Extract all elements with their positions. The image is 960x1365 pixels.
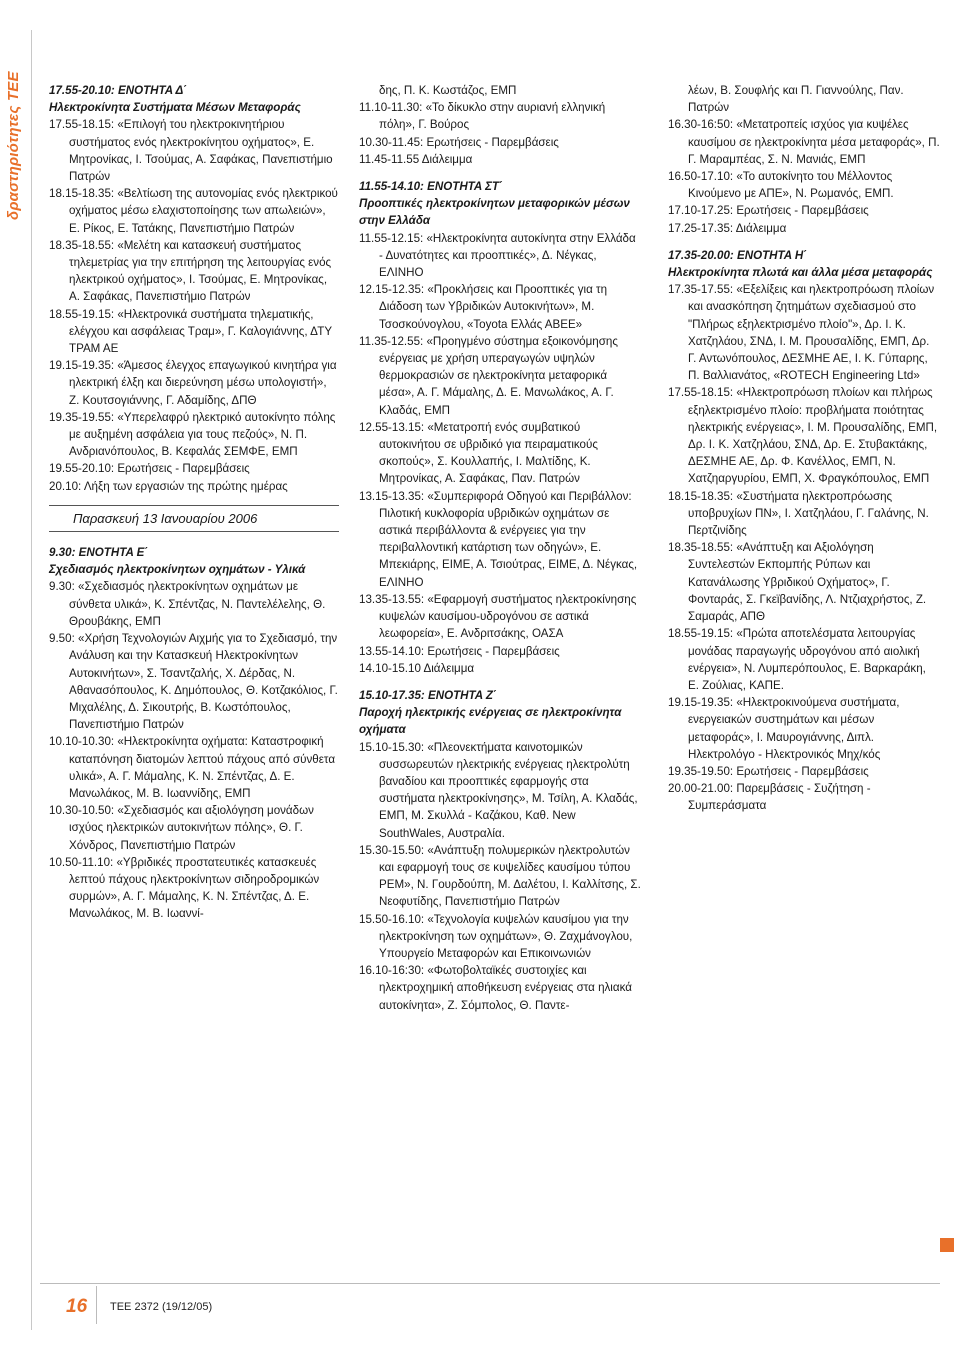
- session-heading: 17.35-20.00: ΕΝΟΤΗΤΑ Η΄: [668, 248, 808, 262]
- program-entry: 17.10-17.25: Ερωτήσεις - Παρεμβάσεις: [668, 204, 869, 218]
- program-entry: δης, Π. Κ. Κωστάζος, ΕΜΠ: [379, 84, 517, 97]
- session-heading: Ηλεκτροκίνητα πλωτά και άλλα μέσα μεταφοράς: [668, 266, 933, 280]
- program-entry: 17.25-17.35: Διάλειμμα: [668, 221, 787, 235]
- program-entry: 18.15-18.35: «Βελτίωση της αυτονομίας ενός ηλεκτρικού οχήματος μέσω ελαχιστοποίησης των απωλειών», Ε. Ρίκος, Ε. Τατάκης, Πανεπιστήμιο Πατρών: [49, 187, 338, 235]
- program-entry: 15.10-15.30: «Πλεονεκτήματα καινοτομικών συσσωρευτών ηλεκτρικής ενέργειας ηλεκτρολύτη βαναδίου και προοπτικές εφαρμογής στα συστήματα ηλεκτροκίνησης», Μ. Τσίλη, Α. Κλαδάς, ΕΜΠ, Μ. Σκυλλά - Καζάκου, Καθ. New SouthWales, Αυστραλία.: [359, 740, 638, 840]
- program-entry: 14.10-15.10 Διάλειμμα: [359, 661, 475, 675]
- program-entry: 17.55-18.15: «Ηλεκτροπρόωση πλοίων και πλήρως εξηλεκτρισμένο πλοίο: προβλήματα ποιότητας ηλεκτρικής ενέργειας», Ι. Μ. Προυσαλίδης, ΕΜΠ, Δρ. Ι. Κ. Χατζηλάου, ΣΝΔ, Δρ. Ε. Στυβακτάκης, ΔΕΣΜΗΕ ΑΕ, Δρ. Φ. Κανέλλος, ΕΜΠ, Ν. Χατζηαργυρίου, ΕΜΠ, Χ. Φραγκόπουλος, ΕΜΠ: [668, 386, 938, 486]
- footer-divider: [40, 1283, 940, 1284]
- program-entry: 9.50: «Χρήση Τεχνολογιών Αιχμής για το Σχεδιασμό, την Ανάλυση και την Κατασκευή Ηλεκτροκίνητων Αυτοκινήτων», Σ. Τσαντζαλής, Χ. Δέρδας, Ν. Αθανασόπουλος, Κ. Δημόπουλος, Θ. Κοτζακόλιος, Γ. Μιχαλέλης, Δ. Σικουτρής, Β. Κωστόπουλος, Πανεπιστήμιο Πατρών: [49, 632, 338, 732]
- program-entry: 16.30-16:50: «Μετατροπείς ισχύος για κυψέλες καυσίμου σε ηλεκτροκίνητα μέσα μεταφοράς», Π. Γ. Μαραμπέας, Σ. Ν. Μανιάς, ΕΜΠ: [668, 118, 940, 166]
- program-entry: 11.10-11.30: «Το δίκυκλο στην αυριανή ελληνική πόλη», Γ. Βούρος: [359, 101, 606, 132]
- program-entry: 11.45-11.55 Διάλειμμα: [359, 152, 473, 166]
- program-entry: λέων, Β. Σουφλής και Π. Γιαννούλης, Παν. Πατρών: [688, 84, 904, 115]
- program-entry: 13.15-13.35: «Συμπεριφορά Οδηγού και Περιβάλλον: Πιλοτική κυκλοφορία υβριδικών οχημάτων σε αστικά περιβάλλοντα & ενέργειες για την περιβαλλοντική κατάρτιση των οδηγών», Ε. Μπεκιάρης, ΕΙΜΕ, Α. Τσιούτρας, ΕΙΜΕ, Δ. Νέγκας, ΕΛΙΝΗΟ: [359, 489, 638, 589]
- program-entry: 12.15-12.35: «Προκλήσεις και Προοπτικές για τη Διάδοση των Υβριδικών Αυτοκινήτων», Μ. Τσοσκούνογλου, «Toyota Ελλάς ΑΒΕΕ»: [359, 283, 608, 331]
- session-heading: 15.10-17.35: ΕΝΟΤΗΤΑ Ζ΄: [359, 688, 497, 702]
- session-heading: Ηλεκτροκίνητα Συστήματα Μέσων Μεταφοράς: [49, 101, 301, 115]
- session-heading: 9.30: ΕΝΟΤΗΤΑ Ε΄: [49, 546, 149, 560]
- sidebar-divider: [31, 30, 32, 1330]
- section-label: δραστηριότητες ΤΕΕ: [5, 71, 22, 220]
- program-entry: 18.55-19.15: «Ηλεκτρονικά συστήματα τηλεματικής, ελέγχου και ασφάλειας Τραμ», Γ. Καλογιάννης, ΔΤΥ ΤΡΑΜ ΑΕ: [49, 307, 332, 356]
- program-entry: 10.10-10.30: «Ηλεκτροκίνητα οχήματα: Καταστροφική καταπόνηση διατομών λεπτού πάχους από σύνθετα υλικά», Α. Γ. Μάμαλης, Κ. Ν. Σπέντζας, Δ. Ε. Μανωλάκος, Μ. Β. Ιωαννίδης, ΕΜΠ: [49, 735, 336, 800]
- program-entry: 10.50-11.10: «Υβριδικές προστατευτικές κατασκευές λεπτού πάχους ηλεκτροκίνητων σιδηροδρομικών συρμών», Α. Γ. Μάμαλης, Κ. Ν. Σπέντζας, Δ. Ε. Μανωλάκος, Μ. Β. Ιωαννί-: [49, 855, 320, 921]
- program-entry: 19.35-19.55: «Υπερελαφρύ ηλεκτρικό αυτοκίνητο πόλης με αυξημένη ασφάλεια για τους πεζούς», Ν. Π. Ανδριανόπουλος, Β. Κεφαλάς ΣΕΜΦΕ, ΕΜΠ: [49, 410, 336, 459]
- session-heading: 17.55-20.10: ΕΝΟΤΗΤΑ Δ΄: [49, 84, 188, 97]
- column-1: [49, 82, 339, 923]
- session-heading: 11.55-14.10: ΕΝΟΤΗΤΑ ΣΤ΄: [359, 180, 503, 194]
- sidebar: [0, 0, 33, 1365]
- program-entry: 9.30: «Σχεδιασμός ηλεκτροκίνητων οχημάτων με σύνθετα υλικά», Κ. Σπέντζας, Ν. Παντελέλελης, Θ. Θρουβάκης, ΕΜΠ: [49, 580, 326, 628]
- column-2: [359, 82, 642, 1014]
- program-entry: 13.55-14.10: Ερωτήσεις - Παρεμβάσεις: [359, 644, 560, 658]
- program-entry: 12.55-13.15: «Μετατροπή ενός συμβατικού αυτοκινήτου σε υβριδικό για πειραματικούς σκοπούς», Σ. Κουλλαπής, Ι. Μαλτίδης, Κ. Μητρονίκας, Α. Σαφάκας, Παν. Πατρών: [359, 420, 598, 486]
- program-entry: 19.55-20.10: Ερωτήσεις - Παρεμβάσεις: [49, 462, 250, 476]
- program-entry: 19.35-19.50: Ερωτήσεις - Παρεμβάσεις: [668, 764, 869, 778]
- program-entry: 15.50-16.10: «Τεχνολογία κυψελών καυσίμου για την ηλεκτροκίνηση των οχημάτων», Θ. Ζαχμάνογλου, Υπουργείο Μεταφορών και Επικοινωνιών: [359, 912, 633, 960]
- program-entry: 10.30-11.45: Ερωτήσεις - Παρεμβάσεις: [359, 135, 559, 149]
- program-entry: 16.10-16:30: «Φωτοβολταϊκές συστοιχίες και ηλεκτροχημική αποθήκευση ενέργειας στα ηλιακά αυτοκίνητα», Ζ. Σόμπολος, Θ. Παντε-: [359, 964, 632, 1012]
- program-entry: 18.35-18.55: «Ανάπτυξη και Αξιολόγηση Συντελεστών Εκπομπής Ρύπων και Κατανάλωσης Υβριδικού Οχήματος», Γ. Φονταράς, Σ. Γκεϊβανίδης, Λ. Ντζιαχρήστος, Ζ. Σαμαράς, ΑΠΘ: [668, 541, 927, 624]
- program-entry: 17.55-18.15: «Επιλογή του ηλεκτροκινητήριου συστήματος ενός ηλεκτροκίνητου οχήματος», Ε. Μητρονίκας, Ι. Τσούμας, Α. Σαφάκας, Πανεπιστήμιο Πατρών: [49, 118, 333, 184]
- footer-vertical-divider: [96, 1286, 97, 1324]
- program-entry: 18.15-18.35: «Συστήματα ηλεκτροπρόωσης υποβρυχίων ΠΝ», Ι. Χατζηλάου, Γ. Γαλάνης, Ν. Περτζινίδης: [668, 489, 929, 538]
- day-heading: Παρασκευή 13 Ιανουαρίου 2006: [49, 505, 339, 532]
- program-entry: 18.55-19.15: «Πρώτα αποτελέσματα λειτουργίας μονάδας παραγωγής υδρογόνου από αιολική ενέργεια», Ν. Λυμπερόπουλος, Ε. Βαρκαράκη, Ε. Ζούλιας, ΚΑΠΕ.: [668, 627, 926, 692]
- program-entry: 16.50-17.10: «Το αυτοκίνητο του Μέλλοντος Κινούμενο με ΑΠΕ», Ν. Ρωμανός, ΕΜΠ.: [668, 170, 894, 201]
- section-label-vertical: [2, 40, 32, 220]
- end-mark-icon: [940, 1238, 954, 1252]
- session-heading: Σχεδιασμός ηλεκτροκίνητων οχημάτων - Υλικά: [49, 563, 306, 577]
- page-number: 16: [66, 1296, 88, 1317]
- program-entry: 15.30-15.50: «Ανάπτυξη πολυμερικών ηλεκτρολυτών και εφαρμογή τους σε κυψελίδες καυσίμου τύπου PEM», Ν. Γουρδούπη, Μ. Δαλέτου, Ι. Καλλίτσης, Σ. Νεοφυτίδης, Πανεπιστήμιο Πατρών: [359, 843, 641, 909]
- session-heading: Παροχή ηλεκτρικής ενέργειας σε ηλεκτροκίνητα οχήματα: [359, 706, 622, 737]
- program-entry: 13.35-13.55: «Εφαρμογή συστήματος ηλεκτροκίνησης κυψελών καυσίμου-υδρογόνου σε αστικά λεωφορεία», Ε. Ανδριτσάκης, ΟΑΣΑ: [359, 592, 637, 641]
- program-entry: 20.10: Λήξη των εργασιών της πρώτης ημέρας: [49, 479, 288, 493]
- session-heading: Προοπτικές ηλεκτροκίνητων μεταφορικών μέσων στην Ελλάδα: [359, 197, 630, 228]
- program-entry: 20.00-21.00: Παρεμβάσεις - Συζήτηση - Συμπεράσματα: [668, 782, 871, 813]
- program-entry: 19.15-19.35: «Άμεσος έλεγχος επαγωγικού κινητήρα για ηλεκτρική έλξη και διερεύνηση μέσω υπολογιστή», Ζ. Κουτσογιάννης, Γ. Αδαμίδης, ΔΠΘ: [49, 359, 337, 407]
- program-entry: 18.35-18.55: «Μελέτη και κατασκευή συστήματος τηλεμετρίας για την επιτήρηση της λειτουργίας ενός ηλεκτρικού οχήματος», Ι. Τσούμας, Ε. Μητρονίκας, Α. Σαφάκας, Πανεπιστήμιο Πατρών: [49, 238, 332, 304]
- program-entry: 11.55-12.15: «Ηλεκτροκίνητα αυτοκίνητα στην Ελλάδα - Δυνατότητες και προοπτικές», Δ. Νέγκας, ΕΛΙΝΗΟ: [359, 231, 636, 280]
- program-entry: 10.30-10.50: «Σχεδιασμός και αξιολόγηση μονάδων ισχύος ηλεκτρικών αυτοκινήτων πόλης», Θ. Γ. Χόνδρος, Πανεπιστήμιο Πατρών: [49, 804, 314, 852]
- column-3: [668, 82, 940, 815]
- program-entry: 17.35-17.55: «Εξελίξεις και ηλεκτροπρόωση πλοίων και ανασκόπηση ζητημάτων σχεδιασμού στο "Πλήρως εξηλεκτρισμένο πλοίο"», Δρ. Ι. Κ. Χατζηλάου, ΣΝΔ, Ι. Μ. Προυσαλίδης, ΕΜΠ, Δρ. Γ. Αντωνόπουλος, ΔΕΣΜΗΕ ΑΕ, Ι. Κ. Γύπαρης, Π. Βαλλιανάτος, «ROTECH Engineering Ltd»: [668, 283, 935, 383]
- program-entry: 19.15-19.35: «Ηλεκτροκινούμενα συστήματα, ενεργειακών συστημάτων και μέσων μεταφοράς», Ι. Μαυρογιάννης, Διπλ. Ηλεκτρολόγο - Ηλεκτρονικός Μηχ/κός: [668, 696, 900, 761]
- journal-issue: ΤΕΕ 2372 (19/12/05): [110, 1301, 213, 1313]
- program-entry: 11.35-12.55: «Προηγμένο σύστημα εξοικονόμησης ενέργειας με χρήση υπεραγωγών υψηλών θερμοκρασιών σε ηλεκτροκίνητα μεταφορικά μέσα», Α. Γ. Μάμαλης, Δ. Ε. Μανωλάκος, Α. Γ. Κλαδάς, ΕΜΠ: [359, 334, 618, 417]
